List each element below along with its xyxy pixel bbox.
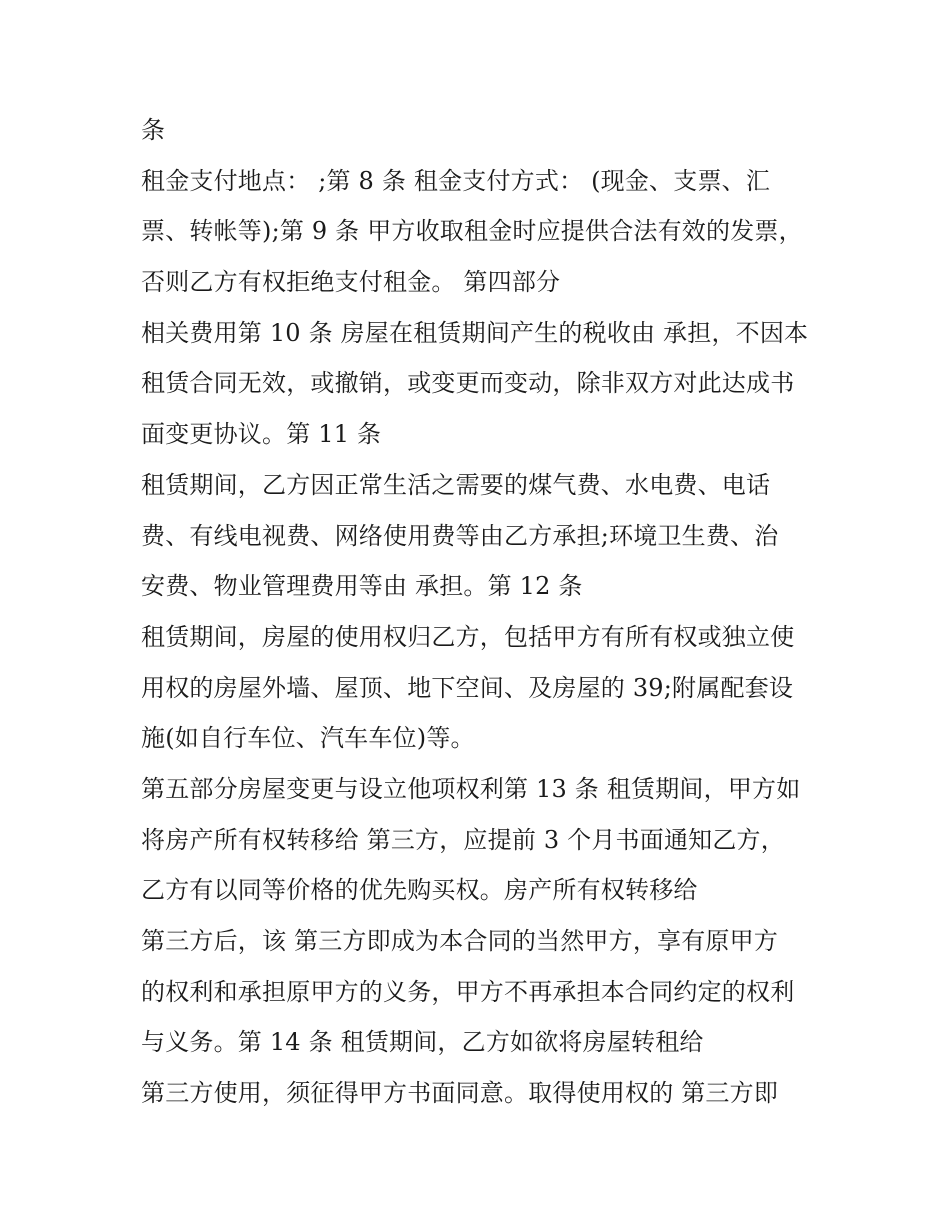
document-body xyxy=(141,105,831,1119)
text-line: 条 xyxy=(141,116,166,144)
text-line: 将房产所有权转移给 第三方，应提前 3 个月书面通知乙方， xyxy=(141,825,785,854)
text-line: 费、有线电视费、网络使用费等由乙方承担;环境卫生费、治 xyxy=(141,521,779,550)
text-line: 第五部分房屋变更与设立他项权利第 13 条 租赁期间，甲方如 xyxy=(141,774,801,803)
text-line: 施(如自行车位、汽车车位)等。 xyxy=(141,724,475,753)
text-line: 用权的房屋外墙、屋顶、地下空间、及房屋的 39;附属配套设 xyxy=(141,673,794,702)
text-line: 第三方后，该 第三方即成为本合同的当然甲方，享有原甲方 xyxy=(141,927,779,955)
text-line: 租金支付地点： ;第 8 条 租金支付方式： (现金、支票、汇 xyxy=(141,166,771,195)
text-line: 租赁期间，乙方因正常生活之需要的煤气费、水电费、电话 xyxy=(141,470,771,499)
text-line: 第三方使用，须征得甲方书面同意。取得使用权的 第三方即 xyxy=(141,1079,779,1108)
text-line: 票、转帐等);第 9 条 甲方收取租金时应提供合法有效的发票， xyxy=(141,217,803,246)
text-line: 面变更协议。第 11 条 xyxy=(141,420,382,449)
text-line: 否则乙方有权拒绝支付租金。 第四部分 xyxy=(141,268,561,297)
text-line: 与义务。第 14 条 租赁期间，乙方如欲将房屋转租给 xyxy=(141,1028,704,1057)
text-line: 的权利和承担原甲方的义务，甲方不再承担本合同约定的权利 xyxy=(141,977,795,1006)
text-line: 安费、物业管理费用等由 承担。第 12 条 xyxy=(141,572,583,601)
text-line: 租赁期间，房屋的使用权归乙方，包括甲方有所有权或独立使 xyxy=(141,622,795,651)
text-line: 相关费用第 10 条 房屋在租赁期间产生的税收由 承担，不因本 xyxy=(141,318,809,347)
text-line: 租赁合同无效，或撤销，或变更而变动，除非双方对此达成书 xyxy=(141,369,795,398)
text-line: 乙方有以同等价格的优先购买权。房产所有权转移给 xyxy=(141,876,698,905)
